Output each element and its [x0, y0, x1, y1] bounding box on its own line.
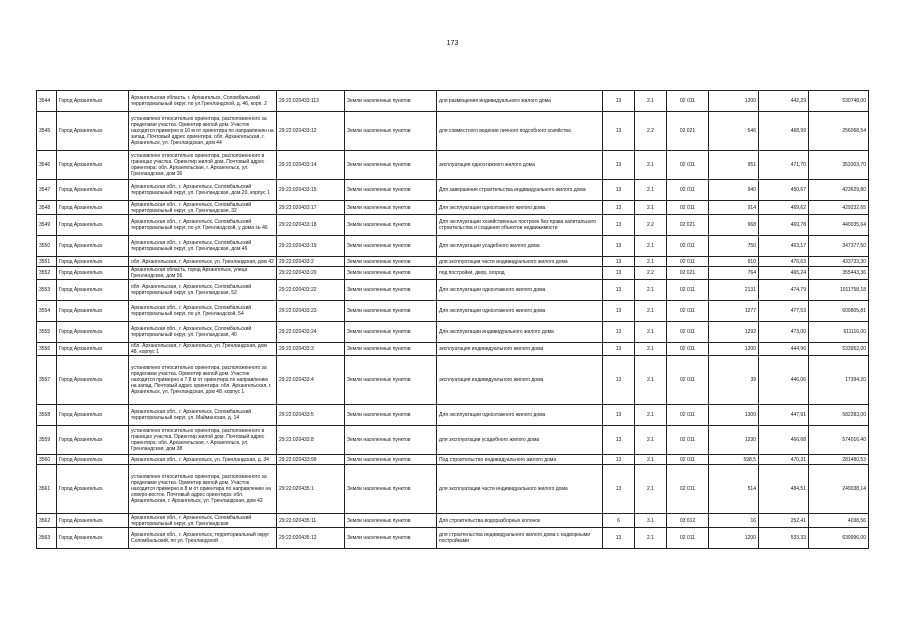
table-row	[37, 465, 869, 514]
cell-land-category: Земли населенных пунктов	[345, 343, 437, 356]
cell-settlement: Город Архангельск	[57, 514, 129, 528]
cell-address: Архангельская обл., г. Архангельск, Соломбальский территориальный округ, по ул. Гренландской, 54	[129, 301, 277, 322]
cell-area: 1277	[709, 301, 759, 322]
cell-area: 1200	[709, 528, 759, 549]
cell-address: Архангельская обл., г. Архангельск, Соломбальский территориальный округ, ул. Гренландская	[129, 514, 277, 528]
cell-zone: 13	[603, 426, 635, 455]
cell-use-code: 02 011	[667, 151, 709, 180]
cell-use-code: 02 011	[667, 280, 709, 301]
cell-permitted-use: Для эксплуатации одноэтажного жилого дома	[437, 201, 603, 215]
cell-zone: 13	[603, 201, 635, 215]
cell-cadastral-value: 533952,00	[809, 343, 869, 356]
cell-cadastral-value: 355443,36	[809, 267, 869, 280]
cell-cadastral-number: 29:22:020433:113	[277, 91, 345, 112]
cell-permitted-use: Для эксплуатации индивидуального жилого дома	[437, 322, 603, 343]
cell-settlement: Город Архангельск	[57, 528, 129, 549]
cell-zone: 13	[603, 465, 635, 514]
cell-specific-value: 474,79	[759, 280, 809, 301]
cell-class: 2.2	[635, 267, 667, 280]
cell-land-category: Земли населенных пунктов	[345, 465, 437, 514]
cell-settlement: Город Архангельск	[57, 301, 129, 322]
cell-row-number: 3550	[37, 236, 57, 257]
cell-zone: 13	[603, 112, 635, 151]
cell-area: 914	[709, 201, 759, 215]
cell-land-category: Земли населенных пунктов	[345, 91, 437, 112]
cell-address: Архангельская область, г. Архангельск, Соломбальский территориальный округ, по ул.Гренландской, д. 46, корп. 2	[129, 91, 277, 112]
cell-settlement: Город Архангельск	[57, 257, 129, 267]
cell-settlement: Город Архангельск	[57, 151, 129, 180]
cell-cadastral-value: 353303,70	[809, 151, 869, 180]
cell-cadastral-value: 440035,64	[809, 215, 869, 236]
cell-use-code: 02 011	[667, 356, 709, 405]
cell-area: 514	[709, 465, 759, 514]
cell-area: 598,5	[709, 455, 759, 465]
cell-land-category: Земли населенных пунктов	[345, 455, 437, 465]
cell-land-category: Земли населенных пунктов	[345, 236, 437, 257]
cell-land-category: Земли населенных пунктов	[345, 112, 437, 151]
cell-cadastral-number: 29:22:020433:4	[277, 356, 345, 405]
cell-permitted-use: Для эксплуатации одноэтажного жилого дома	[437, 280, 603, 301]
cell-row-number: 3557	[37, 356, 57, 405]
cell-address: Архангельская область, город Архангельск, улица Гренландская, дом 56	[129, 267, 277, 280]
cell-specific-value: 468,99	[759, 112, 809, 151]
cell-use-code: 02 011	[667, 180, 709, 201]
cell-address: Архангельская обл., г. Архангельск, Соломбальский территориальный округ, ул. Гренландская, 40	[129, 322, 277, 343]
cell-permitted-use: Для эксплуатации усадебного жилого дома	[437, 236, 603, 257]
cell-cadastral-number: 29:22:020433:5	[277, 405, 345, 426]
table-row	[37, 215, 869, 236]
cell-specific-value: 444,96	[759, 343, 809, 356]
cell-zone: 13	[603, 280, 635, 301]
cell-settlement: Город Архангельск	[57, 201, 129, 215]
table-row	[37, 201, 869, 215]
cell-settlement: Город Архангельск	[57, 91, 129, 112]
cell-address: Архангельская обл., г. Архангельск, территориальный округ Соломбальский, по ул. Гренландской	[129, 528, 277, 549]
cell-area: 546	[709, 112, 759, 151]
cell-row-number: 3545	[37, 112, 57, 151]
cell-class: 2.1	[635, 201, 667, 215]
cell-settlement: Город Архангельск	[57, 215, 129, 236]
cell-permitted-use: для строительства индивидуального жилого дома с надворными постройками	[437, 528, 603, 549]
cell-permitted-use: Для эксплуатации одноэтажного жилого дома	[437, 405, 603, 426]
cell-land-category: Земли населенных пунктов	[345, 151, 437, 180]
table-row	[37, 112, 869, 151]
cell-row-number: 3555	[37, 322, 57, 343]
cell-permitted-use: эксплуатация одноэтажного жилого дома	[437, 151, 603, 180]
cell-settlement: Город Архангельск	[57, 267, 129, 280]
cell-use-code: 02 011	[667, 301, 709, 322]
cell-zone: 13	[603, 528, 635, 549]
cell-zone: 13	[603, 180, 635, 201]
table-row	[37, 528, 869, 549]
cell-permitted-use: для эксплуатации части индивидуального жилого дома	[437, 257, 603, 267]
cell-specific-value: 476,63	[759, 257, 809, 267]
cell-class: 3.1	[635, 514, 667, 528]
cell-address: установлено относительно ориентира, расположенного в границах участка. Ориентир жилой дом. Почтовый адрес ориентира: обл. Архангельская, г. Архангельск, ул. Гренландская, дом 38	[129, 426, 277, 455]
cell-settlement: Город Архангельск	[57, 236, 129, 257]
cell-cadastral-number: 29:22:020435:1	[277, 465, 345, 514]
table-row	[37, 405, 869, 426]
cell-cadastral-value: 574016,40	[809, 426, 869, 455]
table-row	[37, 180, 869, 201]
cell-zone: 13	[603, 91, 635, 112]
cell-settlement: Город Архангельск	[57, 356, 129, 405]
cell-row-number: 3561	[37, 465, 57, 514]
cell-cadastral-value: 611116,00	[809, 322, 869, 343]
cell-permitted-use: Для строительства водоразборных колонок	[437, 514, 603, 528]
cell-use-code: 02 011	[667, 405, 709, 426]
cell-land-category: Земли населенных пунктов	[345, 301, 437, 322]
cell-class: 2.1	[635, 465, 667, 514]
cell-area: 910	[709, 257, 759, 267]
cell-permitted-use: для эксплуатации части индивидуального жилого дома	[437, 465, 603, 514]
cell-land-category: Земли населенных пунктов	[345, 356, 437, 405]
cell-address: установлено относительно ориентира, расположенного за пределами участка. Ориентир жилой дом. Участок находится примерно в 10 м от ориентира по направлению на запад. Почтовый адрес ориентира: обл. Архангельская, г. Архангельск, ул. Гренландская, дом 44	[129, 112, 277, 151]
cell-permitted-use: Для эксплуатации одноэтажного жилого дома	[437, 301, 603, 322]
cell-land-category: Земли населенных пунктов	[345, 405, 437, 426]
cell-class: 2.1	[635, 455, 667, 465]
cell-area: 951	[709, 151, 759, 180]
cell-row-number: 3547	[37, 180, 57, 201]
cell-row-number: 3556	[37, 343, 57, 356]
cell-class: 2.1	[635, 356, 667, 405]
cell-area: 1200	[709, 91, 759, 112]
table-row	[37, 514, 869, 528]
cell-cadastral-number: 29:22:020435:12	[277, 528, 345, 549]
cell-permitted-use: Под строительство индивидуального жилого дома	[437, 455, 603, 465]
cell-class: 2.1	[635, 405, 667, 426]
cell-specific-value: 447,91	[759, 405, 809, 426]
cell-use-code: 02 021	[667, 215, 709, 236]
cell-address: обл. Архангельская, г. Архангельск, Соломбальский территориальный округ, ул. Гренландская, 52	[129, 280, 277, 301]
cell-settlement: Город Архангельск	[57, 455, 129, 465]
cell-cadastral-number: 29:22:020433:2	[277, 257, 345, 267]
cell-cadastral-value: 1011758,18	[809, 280, 869, 301]
cell-class: 2.2	[635, 215, 667, 236]
cell-use-code: 02 011	[667, 322, 709, 343]
cell-specific-value: 473,00	[759, 322, 809, 343]
cell-settlement: Город Архангельск	[57, 343, 129, 356]
cell-cadastral-value: 609805,81	[809, 301, 869, 322]
cell-area: 940	[709, 180, 759, 201]
cell-specific-value: 470,31	[759, 455, 809, 465]
cell-use-code: 02 011	[667, 201, 709, 215]
cell-use-code: 02 011	[667, 528, 709, 549]
table-row	[37, 455, 869, 465]
cell-row-number: 3548	[37, 201, 57, 215]
cell-settlement: Город Архангельск	[57, 322, 129, 343]
cell-class: 2.1	[635, 426, 667, 455]
cell-class: 2.1	[635, 280, 667, 301]
cell-cadastral-number: 29:22:020433:15	[277, 180, 345, 201]
cell-specific-value: 471,70	[759, 151, 809, 180]
cell-address: установлено относительно ориентира, расположенного в границах участка. Ориентир жилой дом. Почтовый адрес ориентира: обл. Архангельская, г. Архангельск, ул. Гренландская, дом 36	[129, 151, 277, 180]
cell-zone: 13	[603, 322, 635, 343]
cell-cadastral-number: 29:22:020433:14	[277, 151, 345, 180]
table-row	[37, 322, 869, 343]
cell-zone: 13	[603, 267, 635, 280]
cadastral-value-table	[36, 90, 869, 549]
cell-area: 2131	[709, 280, 759, 301]
cell-specific-value: 469,78	[759, 215, 809, 236]
cell-land-category: Земли населенных пунктов	[345, 180, 437, 201]
cell-cadastral-number: 29:22:020435:11	[277, 514, 345, 528]
cell-address: установлено относительно ориентира, расположенного за пределами участка. Ориентир жилой дом. Участок находится примерно в 8 м от ориентира по направлению на северо-восток. Почтовый адрес ориентира: обл. Архангельская, г. Архангельск, ул. Гренландская, дом 42	[129, 465, 277, 514]
page-number: 173	[446, 40, 459, 47]
cell-cadastral-value: 281480,53	[809, 455, 869, 465]
cell-specific-value: 465,24	[759, 267, 809, 280]
cell-class: 2.1	[635, 528, 667, 549]
cell-row-number: 3562	[37, 514, 57, 528]
cell-area: 750	[709, 236, 759, 257]
cell-land-category: Земли населенных пунктов	[345, 215, 437, 236]
cell-zone: 13	[603, 301, 635, 322]
cell-settlement: Город Архангельск	[57, 112, 129, 151]
cell-cadastral-number: 29:22:020433:19	[277, 236, 345, 257]
cell-permitted-use: под постройки, двор, огород	[437, 267, 603, 280]
cell-cadastral-number: 29:22:020433:20	[277, 267, 345, 280]
cell-specific-value: 533,33	[759, 528, 809, 549]
cell-zone: 13	[603, 405, 635, 426]
cell-cadastral-value: 429232,65	[809, 201, 869, 215]
cell-permitted-use: Для завершения строительства индивидуального жилого дома	[437, 180, 603, 201]
cell-permitted-use: для эксплуатации усадебного жилого дома	[437, 426, 603, 455]
cell-address: Архангельская обл., г. Архангельск, Соломбальский территориальный округ, ул. Майманская, д. 14	[129, 405, 277, 426]
cell-land-category: Земли населенных пунктов	[345, 267, 437, 280]
cell-zone: 6	[603, 514, 635, 528]
cell-cadastral-number: 29:22:020433:12	[277, 112, 345, 151]
table-row	[37, 236, 869, 257]
cell-cadastral-number: 29:22:020433:18	[277, 215, 345, 236]
cell-use-code: 02 021	[667, 112, 709, 151]
cell-zone: 13	[603, 455, 635, 465]
cell-permitted-use: для размещения индивидуального жилого дома	[437, 91, 603, 112]
cell-cadastral-value: 256068,54	[809, 112, 869, 151]
cell-zone: 13	[603, 151, 635, 180]
cell-area: 16	[709, 514, 759, 528]
cell-address: обл. Архангельская, г. Архангельск, ул. Гренландская, дом 48, корпус 1	[129, 343, 277, 356]
cell-row-number: 3544	[37, 91, 57, 112]
table-row	[37, 280, 869, 301]
cell-address: Архангельская обл., г. Архангельск, ул. Гренландская, д. 34	[129, 455, 277, 465]
cell-use-code: 03 012	[667, 514, 709, 528]
cell-use-code: 02 011	[667, 426, 709, 455]
cell-cadastral-value: 17394,20	[809, 356, 869, 405]
cell-use-code: 02 011	[667, 465, 709, 514]
cell-row-number: 3560	[37, 455, 57, 465]
cell-use-code: 02 011	[667, 455, 709, 465]
cell-area: 39	[709, 356, 759, 405]
cell-cadastral-number: 29:22:020433:17	[277, 201, 345, 215]
cell-use-code: 02 011	[667, 257, 709, 267]
cell-area: 1230	[709, 426, 759, 455]
cell-cadastral-value: 433733,30	[809, 257, 869, 267]
cell-permitted-use: эксплуатация индивидуального жилого дома	[437, 343, 603, 356]
cell-row-number: 3552	[37, 267, 57, 280]
cell-land-category: Земли населенных пунктов	[345, 514, 437, 528]
cell-permitted-use: для совместного ведения личного подсобного хозяйства	[437, 112, 603, 151]
cell-zone: 13	[603, 257, 635, 267]
cell-row-number: 3546	[37, 151, 57, 180]
cell-class: 2.2	[635, 112, 667, 151]
cell-class: 2.1	[635, 301, 667, 322]
cell-row-number: 3559	[37, 426, 57, 455]
cell-land-category: Земли населенных пунктов	[345, 426, 437, 455]
cell-specific-value: 450,67	[759, 180, 809, 201]
cell-use-code: 02 011	[667, 236, 709, 257]
cell-row-number: 3554	[37, 301, 57, 322]
cell-class: 2.1	[635, 236, 667, 257]
table-row	[37, 267, 869, 280]
cell-cadastral-number: 29:22:020433:99	[277, 455, 345, 465]
cell-row-number: 3558	[37, 405, 57, 426]
cell-class: 2.1	[635, 151, 667, 180]
cell-land-category: Земли населенных пунктов	[345, 322, 437, 343]
cell-settlement: Город Архангельск	[57, 465, 129, 514]
cell-specific-value: 484,51	[759, 465, 809, 514]
cell-zone: 13	[603, 215, 635, 236]
cell-cadastral-value: 530748,00	[809, 91, 869, 112]
cell-row-number: 3549	[37, 215, 57, 236]
cell-specific-value: 446,06	[759, 356, 809, 405]
cell-settlement: Город Архангельск	[57, 280, 129, 301]
cell-class: 2.1	[635, 343, 667, 356]
table-row	[37, 426, 869, 455]
cell-address: Архангельская обл., г. Архангельск, Соломбальский территориальный округ, ул. Гренландская, дом 46	[129, 236, 277, 257]
cell-zone: 13	[603, 356, 635, 405]
cell-cadastral-value: 347377,50	[809, 236, 869, 257]
cell-row-number: 3551	[37, 257, 57, 267]
cell-land-category: Земли населенных пунктов	[345, 201, 437, 215]
cell-permitted-use: Для эксплуатации хозяйственных построек без права капитального строительства и создания объектов недвижимости	[437, 215, 603, 236]
table-row	[37, 151, 869, 180]
cell-cadastral-number: 29:22:020433:3	[277, 343, 345, 356]
cell-specific-value: 463,17	[759, 236, 809, 257]
cell-address: установлено относительно ориентира, расположенного за пределами участка. Ориентир жилой дом. Участок находится примерно в 7,8 м от ориентира по направлению на запад. Почтовый адрес ориентира: обл. Архангельская, г. Архангельск, ул. Гренландская, дом 48, корпус 1	[129, 356, 277, 405]
cell-address: Архангельская обл., г. Архангельск, Соломбальский территориальный округ, по ул. Гренландской, у дома № 46	[129, 215, 277, 236]
cell-area: 1300	[709, 405, 759, 426]
cell-cadastral-value: 423629,80	[809, 180, 869, 201]
cell-cadastral-value: 249038,14	[809, 465, 869, 514]
cell-use-code: 02 011	[667, 343, 709, 356]
cell-specific-value: 466,68	[759, 426, 809, 455]
table-row	[37, 257, 869, 267]
cell-settlement: Город Архангельск	[57, 405, 129, 426]
cell-area: 764	[709, 267, 759, 280]
cell-class: 2.1	[635, 180, 667, 201]
cell-class: 2.1	[635, 322, 667, 343]
cell-class: 2.1	[635, 91, 667, 112]
cell-land-category: Земли населенных пунктов	[345, 280, 437, 301]
cell-zone: 13	[603, 343, 635, 356]
cell-row-number: 3553	[37, 280, 57, 301]
cell-cadastral-value: 582283,00	[809, 405, 869, 426]
cell-land-category: Земли населенных пунктов	[345, 528, 437, 549]
cell-specific-value: 477,53	[759, 301, 809, 322]
table-row	[37, 343, 869, 356]
cell-permitted-use: эксплуатация индивидуального жилого дома	[437, 356, 603, 405]
cell-area: 1292	[709, 322, 759, 343]
cell-land-category: Земли населенных пунктов	[345, 257, 437, 267]
cell-use-code: 02 021	[667, 267, 709, 280]
cell-class: 2.1	[635, 257, 667, 267]
cell-area: 1200	[709, 343, 759, 356]
cell-specific-value: 442,29	[759, 91, 809, 112]
table-row	[37, 301, 869, 322]
cell-use-code: 02 011	[667, 91, 709, 112]
cell-cadastral-number: 29:22:020433:8	[277, 426, 345, 455]
cell-cadastral-value: 4038,56	[809, 514, 869, 528]
cell-address: Архангельская обл., г. Архангельск, Соломбальский территориальный округ, ул. Гренландская, 32	[129, 201, 277, 215]
cell-cadastral-number: 29:22:020433:22	[277, 280, 345, 301]
cell-cadastral-number: 29:22:020433:24	[277, 322, 345, 343]
cell-address: обл. Архангельская, г. Архангельск, ул. Гренландская, дом 42	[129, 257, 277, 267]
cell-cadastral-number: 29:22:020433:23	[277, 301, 345, 322]
cell-specific-value: 252,41	[759, 514, 809, 528]
cell-settlement: Город Архангельск	[57, 180, 129, 201]
cell-address: Архангельская обл., г. Архангельск, Соломбальский территориальный округ, ул. Гренландская, дом 20, корпус 1	[129, 180, 277, 201]
cell-settlement: Город Архангельск	[57, 426, 129, 455]
cell-specific-value: 469,62	[759, 201, 809, 215]
cell-row-number: 3563	[37, 528, 57, 549]
table-row	[37, 356, 869, 405]
cell-cadastral-value: 639996,00	[809, 528, 869, 549]
cell-area: 968	[709, 215, 759, 236]
table-row	[37, 91, 869, 112]
cell-zone: 13	[603, 236, 635, 257]
